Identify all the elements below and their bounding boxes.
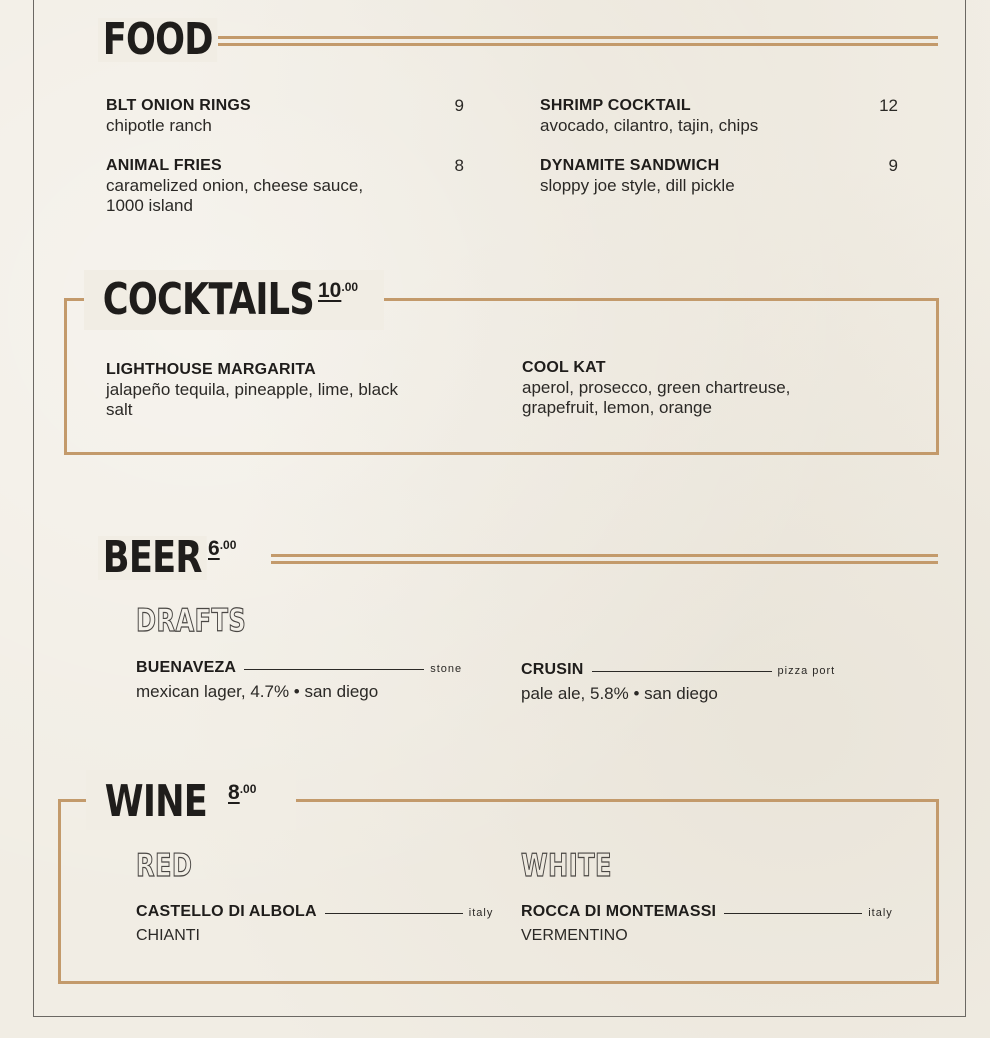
food-item-name: BLT ONION RINGS — [106, 97, 251, 114]
food-item-desc: caramelized onion, cheese sauce, 1000 island — [106, 176, 364, 215]
food-title-rule — [218, 36, 938, 46]
beer-title-rule — [271, 554, 938, 564]
food-item-price: 9 — [888, 156, 898, 175]
wine-item-name: CASTELLO DI ALBOLA — [136, 903, 317, 920]
cocktail-item — [522, 358, 842, 418]
wine-item-desc: CHIANTI — [136, 927, 200, 944]
beer-item — [136, 658, 476, 702]
beer-item-desc: mexican lager, 4.7% • san diego — [136, 682, 379, 701]
beer-item-name: BUENAVEZA — [136, 659, 237, 676]
beer-item-desc: pale ale, 5.8% • san diego — [521, 684, 718, 703]
beer-price-cents: .00 — [219, 538, 237, 552]
red-subtitle: RED — [136, 848, 193, 884]
wine-price-cents: .00 — [239, 782, 257, 796]
wine-item-name: ROCCA DI MONTEMASSI — [521, 903, 717, 920]
cocktail-item-name: COOL KAT — [522, 359, 606, 376]
cocktails-price-main: 10 — [318, 279, 342, 302]
cocktails-price — [318, 279, 358, 301]
leader-line — [244, 669, 424, 670]
food-item-price: 8 — [454, 156, 464, 175]
food-item — [540, 96, 860, 136]
wine-item-origin: italy — [468, 907, 494, 919]
beer-item-origin: pizza port — [777, 665, 836, 677]
food-title: FOOD — [98, 18, 218, 62]
leader-line — [325, 913, 463, 914]
food-item-name: ANIMAL FRIES — [106, 157, 222, 174]
cocktail-item-desc: aperol, prosecco, green chartreuse, grapefruit, lemon, orange — [522, 378, 791, 417]
wine-item-white — [521, 902, 911, 946]
cocktail-item — [106, 360, 406, 420]
food-item — [540, 156, 860, 196]
cocktails-price-cents: .00 — [341, 280, 359, 294]
cocktail-item-name: LIGHTHOUSE MARGARITA — [106, 361, 316, 378]
wine-price — [228, 781, 256, 803]
wine-title: WINE — [100, 780, 212, 824]
beer-price-main: 6 — [208, 537, 220, 560]
beer-title: BEER — [98, 536, 206, 580]
white-subtitle: WHITE — [521, 848, 612, 884]
food-item-name: SHRIMP COCKTAIL — [540, 97, 691, 114]
food-item-desc: sloppy joe style, dill pickle — [540, 176, 735, 195]
food-item — [106, 156, 396, 216]
wine-price-main: 8 — [228, 781, 240, 804]
leader-line — [724, 913, 862, 914]
leader-line — [592, 671, 772, 672]
food-item — [106, 96, 466, 136]
cocktail-item-desc: jalapeño tequila, pineapple, lime, black salt — [106, 380, 399, 419]
wine-item-origin: italy — [868, 907, 893, 919]
food-item-desc: chipotle ranch — [106, 116, 212, 135]
drafts-subtitle: DRAFTS — [136, 603, 247, 639]
wine-item-red — [136, 902, 506, 946]
food-item-price: 9 — [454, 96, 464, 115]
food-item-name: DYNAMITE SANDWICH — [540, 157, 720, 174]
beer-item-name: CRUSIN — [521, 661, 584, 678]
food-item-desc: avocado, cilantro, tajin, chips — [540, 116, 759, 135]
cocktails-title: COCKTAILS — [98, 278, 319, 322]
food-item-price: 12 — [879, 96, 898, 115]
beer-price — [208, 537, 236, 559]
beer-item-origin: stone — [430, 663, 463, 675]
wine-item-desc: VERMENTINO — [521, 927, 628, 944]
beer-item — [521, 660, 861, 704]
